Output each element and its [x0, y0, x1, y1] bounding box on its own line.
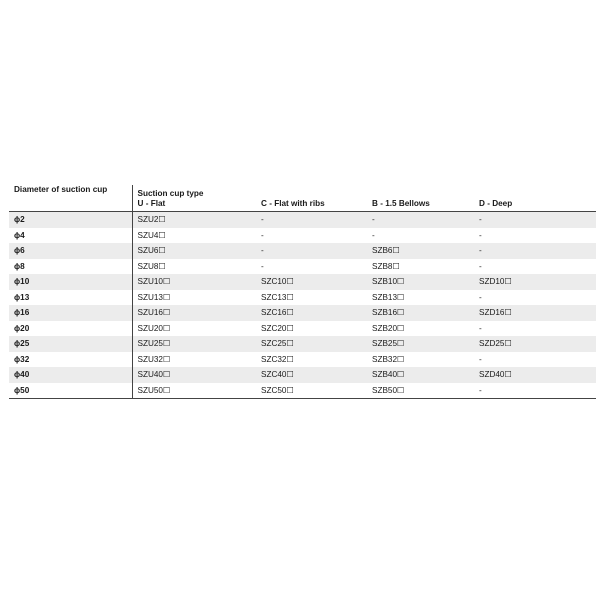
cell-type-d: SZD40☐ [474, 367, 596, 383]
cell-type-d: SZD10☐ [474, 274, 596, 290]
cell-diameter: ϕ50 [9, 383, 132, 399]
cell-type-b: SZB8☐ [372, 261, 400, 271]
cell-type-c: SZC40☐ [256, 367, 367, 383]
cell-type-d: - [474, 243, 596, 259]
suction-cup-type-table [9, 185, 596, 399]
cell-type-d: - [479, 323, 482, 333]
cell-type-d: - [479, 354, 482, 364]
cell-type-c: SZC20☐ [261, 323, 294, 333]
cell-type-c: SZC13☐ [261, 292, 294, 302]
table-row [9, 212, 596, 228]
table-row [9, 274, 596, 290]
cell-type-d: SZD25☐ [474, 336, 596, 352]
cell-type-c: - [261, 230, 264, 240]
cell-type-b: SZB40☐ [367, 367, 474, 383]
header-row [9, 185, 596, 212]
cell-type-d: - [479, 230, 482, 240]
table-row [9, 243, 596, 259]
cell-type-d: - [479, 292, 482, 302]
cell-type-b: SZB20☐ [372, 323, 405, 333]
cell-type-b: SZB13☐ [372, 292, 405, 302]
cell-diameter: ϕ10 [9, 274, 132, 290]
cell-type-b: SZB6☐ [367, 243, 474, 259]
table-row [9, 321, 596, 337]
table-row [9, 228, 596, 244]
cell-type-c: - [261, 261, 264, 271]
cell-type-d: SZD16☐ [474, 305, 596, 321]
cell-type-d: - [474, 383, 596, 399]
cell-diameter: ϕ20 [14, 323, 30, 333]
table-row [9, 259, 596, 275]
cell-type-d: - [479, 261, 482, 271]
header-col-c: C - Flat with ribs [256, 185, 367, 212]
table-row [9, 305, 596, 321]
table-body [9, 212, 596, 399]
header-col-b: B - 1.5 Bellows [367, 185, 474, 212]
table-row [9, 352, 596, 368]
cell-type-u: SZU6☐ [132, 243, 256, 259]
cell-type-b: SZB50☐ [367, 383, 474, 399]
cell-type-u: SZU40☐ [132, 367, 256, 383]
cell-type-u: SZU20☐ [132, 321, 256, 337]
cell-type-c: - [256, 212, 367, 228]
table-row [9, 290, 596, 306]
table-header [9, 185, 596, 212]
cell-type-u: SZU50☐ [132, 383, 256, 399]
cell-diameter: ϕ13 [14, 292, 30, 302]
header-col-u-label: U - Flat [137, 199, 166, 208]
header-col-u [132, 185, 256, 212]
cell-type-u: SZU16☐ [132, 305, 256, 321]
header-type-group: Suction cup type [137, 189, 204, 198]
cell-type-c: SZC16☐ [256, 305, 367, 321]
cell-type-b: SZB32☐ [372, 354, 405, 364]
cell-diameter: ϕ40 [9, 367, 132, 383]
cell-type-u: SZU25☐ [132, 336, 256, 352]
cell-diameter: ϕ2 [9, 212, 132, 228]
cell-type-d: - [474, 212, 596, 228]
table-row [9, 367, 596, 383]
cell-type-u: SZU32☐ [132, 352, 256, 368]
table-row [9, 336, 596, 352]
cell-type-u: SZU2☐ [132, 212, 256, 228]
cell-diameter: ϕ25 [9, 336, 132, 352]
cell-type-c: SZC25☐ [256, 336, 367, 352]
cell-diameter: ϕ8 [14, 261, 25, 271]
cell-type-c: SZC50☐ [256, 383, 367, 399]
cell-type-u: SZU13☐ [132, 290, 256, 306]
cell-diameter: ϕ4 [14, 230, 25, 240]
cell-type-u: SZU8☐ [132, 259, 256, 275]
cell-type-u: SZU4☐ [132, 228, 256, 244]
cell-type-b: SZB25☐ [367, 336, 474, 352]
table-row [9, 383, 596, 399]
cell-type-b: - [367, 212, 474, 228]
header-col-d: D - Deep [474, 185, 596, 212]
cell-type-c: SZC10☐ [256, 274, 367, 290]
cell-type-u: SZU10☐ [132, 274, 256, 290]
suction-cup-table-container [9, 185, 596, 399]
cell-diameter: ϕ16 [9, 305, 132, 321]
header-diameter: Diameter of suction cup [9, 185, 132, 212]
cell-type-b: SZB16☐ [367, 305, 474, 321]
cell-type-b: SZB10☐ [367, 274, 474, 290]
cell-type-c: - [256, 243, 367, 259]
cell-diameter: ϕ6 [9, 243, 132, 259]
cell-type-c: SZC32☐ [261, 354, 294, 364]
cell-type-b: - [372, 230, 375, 240]
cell-diameter: ϕ32 [14, 354, 30, 364]
